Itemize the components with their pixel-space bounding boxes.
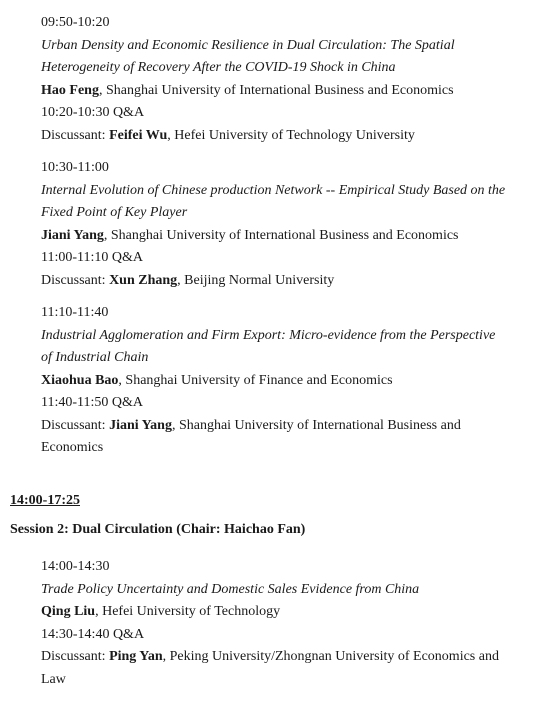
discussant-name: Jiani Yang [109,417,172,433]
talk-time: 14:00-14:30 [41,559,110,574]
presenter [41,370,531,393]
talk-block-4 [41,556,531,691]
talk-title-line: Urban Density and Economic Resilience in Dual Circulation: The Spatial [41,37,455,53]
talk-title-line: Internal Evolution of Chinese production Network -- Empirical Study Based on the [41,182,506,198]
qa-time: 10:20-10:30 Q&A [41,105,145,120]
afternoon-time-heading: 14:00-17:25 [10,493,80,508]
discussant-name: Ping Yan [109,649,163,664]
presenter [41,601,531,624]
presenter-affiliation: , Shanghai University of Finance and Economics [118,372,393,388]
discussant-label: Discussant: [41,649,110,664]
discussant [41,270,531,293]
talk-time: 11:10-11:40 [41,305,109,320]
talk-title-line: of Industrial Chain [41,350,149,365]
qa-time: 14:30-14:40 Q&A [41,626,145,642]
presenter-name: Hao Feng [41,82,99,98]
presenter [41,225,531,248]
presenter-affiliation: , Shanghai University of International Business and Economics [103,227,459,243]
discussant-label: Discussant: [41,272,110,288]
discussant-affiliation: , Hefei University of Technology University [167,127,415,143]
talk-title-line: Industrial Agglomeration and Firm Export: Micro-evidence from the Perspective [41,327,496,343]
talk-title-line: Heterogeneity of Recovery After the COVID-19 Shock in China [41,60,396,75]
session-title: Session 2: Dual Circulation (Chair: Haichao Fan) [10,522,306,537]
qa-time: 11:40-11:50 Q&A [41,395,144,410]
discussant-affiliation: , Beijing Normal University [177,272,335,288]
presenter-affiliation: , Shanghai University of International Business and Economics [98,82,454,98]
discussant-affiliation: , Peking University/Zhongnan University of Economics and [162,649,499,664]
talk-time: 09:50-10:20 [41,15,110,30]
presenter-affiliation: , Hefei University of Technology [95,604,281,619]
presenter-name: Jiani Yang [41,227,104,243]
talk-block-1 [41,12,531,147]
presenter [41,80,531,103]
talk-time: 10:30-11:00 [41,160,109,175]
discussant [41,646,531,669]
discussant-name: Feifei Wu [109,127,168,143]
discussant [41,125,531,148]
discussant-label: Discussant: [41,417,110,433]
talk-title-line: Fixed Point of Key Player [41,205,188,220]
talk-title-line: Trade Policy Uncertainty and Domestic Sales Evidence from China [41,581,420,597]
discussant-label: Discussant: [41,127,110,143]
discussant-name: Xun Zhang [109,272,178,288]
presenter-name: Qing Liu [41,604,96,619]
presenter-name: Xiaohua Bao [41,372,119,388]
discussant-affiliation-cont: Law [41,671,66,687]
talk-block-3 [41,302,531,460]
discussant-affiliation: , Shanghai University of International Business and [171,417,461,433]
talk-block-2 [41,157,531,292]
discussant [41,415,531,438]
discussant-affiliation-cont: Economics [41,440,104,455]
qa-time: 11:00-11:10 Q&A [41,250,144,265]
